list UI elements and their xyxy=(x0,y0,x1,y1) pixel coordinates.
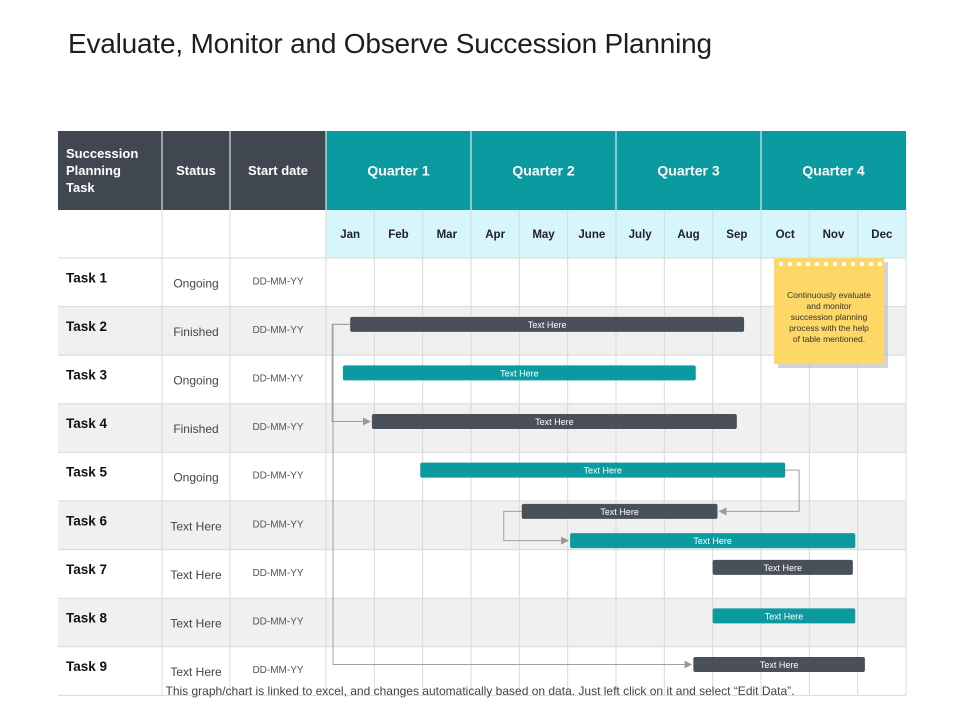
month-label: Aug xyxy=(677,229,700,241)
sticky-note-perforation xyxy=(797,262,801,266)
task-name: Task 8 xyxy=(66,610,108,626)
month-label: Jan xyxy=(340,229,361,241)
task-status: Text Here xyxy=(170,519,222,534)
task-status: Ongoing xyxy=(173,373,219,388)
sticky-note-perforation xyxy=(878,262,882,266)
task-start-date: DD-MM-YY xyxy=(252,665,304,677)
task-start-date: DD-MM-YY xyxy=(252,276,304,288)
task-start-date: DD-MM-YY xyxy=(252,422,304,434)
quarter-header-label: Quarter 2 xyxy=(512,162,575,179)
task-column-header: Planning xyxy=(66,163,121,178)
status-column-header: Status xyxy=(176,163,216,178)
task-status: Finished xyxy=(173,422,219,437)
month-label: Mar xyxy=(436,229,458,241)
quarter-header-label: Quarter 1 xyxy=(367,162,430,179)
task-start-date: DD-MM-YY xyxy=(252,519,304,531)
gantt-bar-label: Text Here xyxy=(759,660,799,671)
task-status: Ongoing xyxy=(173,276,219,291)
sticky-note-perforation xyxy=(824,262,828,266)
month-label: Sep xyxy=(726,229,748,241)
month-label: Apr xyxy=(485,229,506,241)
task-status: Text Here xyxy=(170,567,222,582)
start-date-column-header: Start date xyxy=(248,163,308,178)
gantt-bar-label: Text Here xyxy=(535,417,574,428)
task-name: Task 7 xyxy=(66,561,108,577)
sticky-note-text: Continuously evaluate and monitor succession planning process with the help of table mentioned. xyxy=(787,290,871,344)
quarter-header-label: Quarter 3 xyxy=(657,162,720,179)
footer-note: This graph/chart is linked to excel, and changes automatically based on data. Just left click on it and select “Edit Data”. xyxy=(165,684,795,698)
gantt-bar-label: Text Here xyxy=(693,536,732,547)
sticky-note-perforation xyxy=(779,262,783,266)
task-name: Task 2 xyxy=(66,318,108,334)
task-start-date: DD-MM-YY xyxy=(252,373,304,385)
sticky-note-perforation xyxy=(860,262,864,266)
quarter-header-label: Quarter 4 xyxy=(802,162,865,179)
month-label: May xyxy=(532,229,555,241)
gantt-bar-label: Text Here xyxy=(600,506,639,517)
sticky-note-perforation xyxy=(869,262,873,266)
gantt-bar-label: Text Here xyxy=(763,562,803,573)
task-column-header: Succession xyxy=(66,146,139,161)
month-label: Feb xyxy=(388,229,409,241)
gantt-bar-label: Text Here xyxy=(583,465,622,476)
task-start-date: DD-MM-YY xyxy=(252,324,304,336)
task-status: Ongoing xyxy=(173,470,219,485)
task-name: Task 5 xyxy=(66,464,108,480)
sticky-note xyxy=(774,258,884,364)
task-status: Text Here xyxy=(170,665,222,680)
sticky-note-perforation xyxy=(842,262,846,266)
gantt-bar-label: Text Here xyxy=(527,319,567,330)
task-start-date: DD-MM-YY xyxy=(252,616,304,628)
task-name: Task 4 xyxy=(66,416,108,432)
task-name: Task 6 xyxy=(66,513,108,529)
task-name: Task 9 xyxy=(66,659,108,675)
task-name: Task 3 xyxy=(66,367,108,383)
month-label: July xyxy=(628,229,652,241)
task-start-date: DD-MM-YY xyxy=(252,470,304,482)
sticky-note-perforation xyxy=(806,262,810,266)
gantt-bar-label: Text Here xyxy=(500,368,539,379)
sticky-note-perforation xyxy=(851,262,855,266)
month-label: June xyxy=(578,229,606,241)
sticky-note-perforation xyxy=(815,262,819,266)
task-status: Text Here xyxy=(170,616,222,631)
month-label: Oct xyxy=(775,229,795,241)
sticky-note-perforation xyxy=(833,262,837,266)
sticky-note-perforation xyxy=(788,262,792,266)
task-column-header: Task xyxy=(66,180,95,195)
task-status: Finished xyxy=(173,324,219,339)
task-start-date: DD-MM-YY xyxy=(252,567,304,579)
month-label: Dec xyxy=(871,229,893,241)
task-name: Task 1 xyxy=(66,270,108,286)
month-label: Nov xyxy=(822,229,845,241)
gantt-bar-label: Text Here xyxy=(764,611,804,622)
page-title: Evaluate, Monitor and Observe Succession Planning xyxy=(68,28,712,59)
